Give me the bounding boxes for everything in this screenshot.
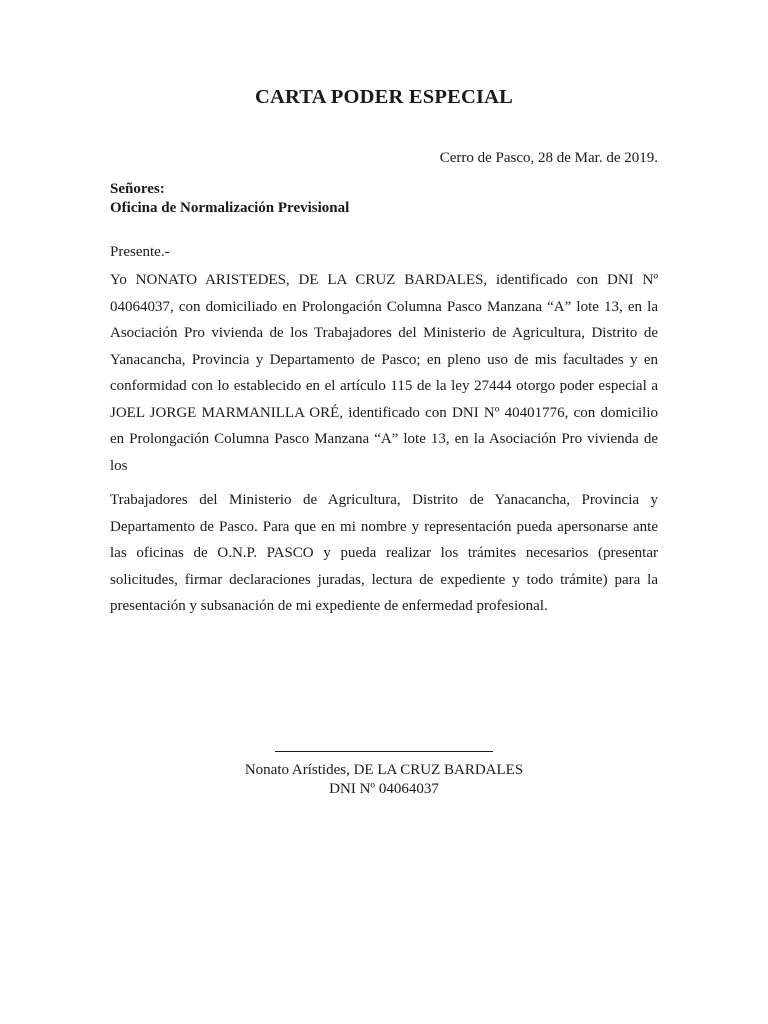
date-line: Cerro de Pasco, 28 de Mar. de 2019.	[439, 150, 658, 166]
recipient-office: Oficina de Normalización Previsional	[110, 200, 350, 216]
body-paragraph-2: Trabajadores del Ministerio de Agricultura, Distrito de Yanacancha, Provincia y Departamento de Pasco. Para que en mi nombre y representación pueda apersonarse ante las oficinas de O.N.P. PASCO y pueda realizar los trámites necesarios (presentar solicitudes, firmar declaraciones juradas, lectura de expediente y todo trámite) para la presentación y subsanación de mi expediente de enfermedad profesional.	[110, 492, 658, 614]
signature-name: Nonato Arístides, DE LA CRUZ BARDALES	[244, 762, 524, 778]
signature-block	[0, 733, 768, 799]
document-title: CARTA PODER ESPECIAL	[254, 86, 514, 108]
signature-line	[275, 733, 493, 752]
body-paragraph-1: Yo NONATO ARISTEDES, DE LA CRUZ BARDALES, identificado con DNI Nº 04064037, con domiciliado en Prolongación Columna Pasco Manzana “A” lote 13, en la Asociación Pro vivienda de los Trabajadores del Ministerio de Agricultura, Distrito de Yanacancha, Provincia y Departamento de Pasco; en pleno uso de mis facultades y en conformidad con lo establecido en el artículo 115 de la ley 27444 otorgo poder especial a JOEL JORGE MARMANILLA ORÉ, identificado con DNI Nº 40401776, con domicilio en Prolongación Columna Pasco Manzana “A” lote 13, en la Asociación Pro vivienda de los	[110, 272, 658, 474]
recipient-salutation: Señores:	[110, 181, 165, 197]
greeting: Presente.-	[110, 244, 170, 260]
recipient-block	[110, 180, 349, 218]
signature-dni: DNI Nº 04064037	[329, 781, 439, 797]
